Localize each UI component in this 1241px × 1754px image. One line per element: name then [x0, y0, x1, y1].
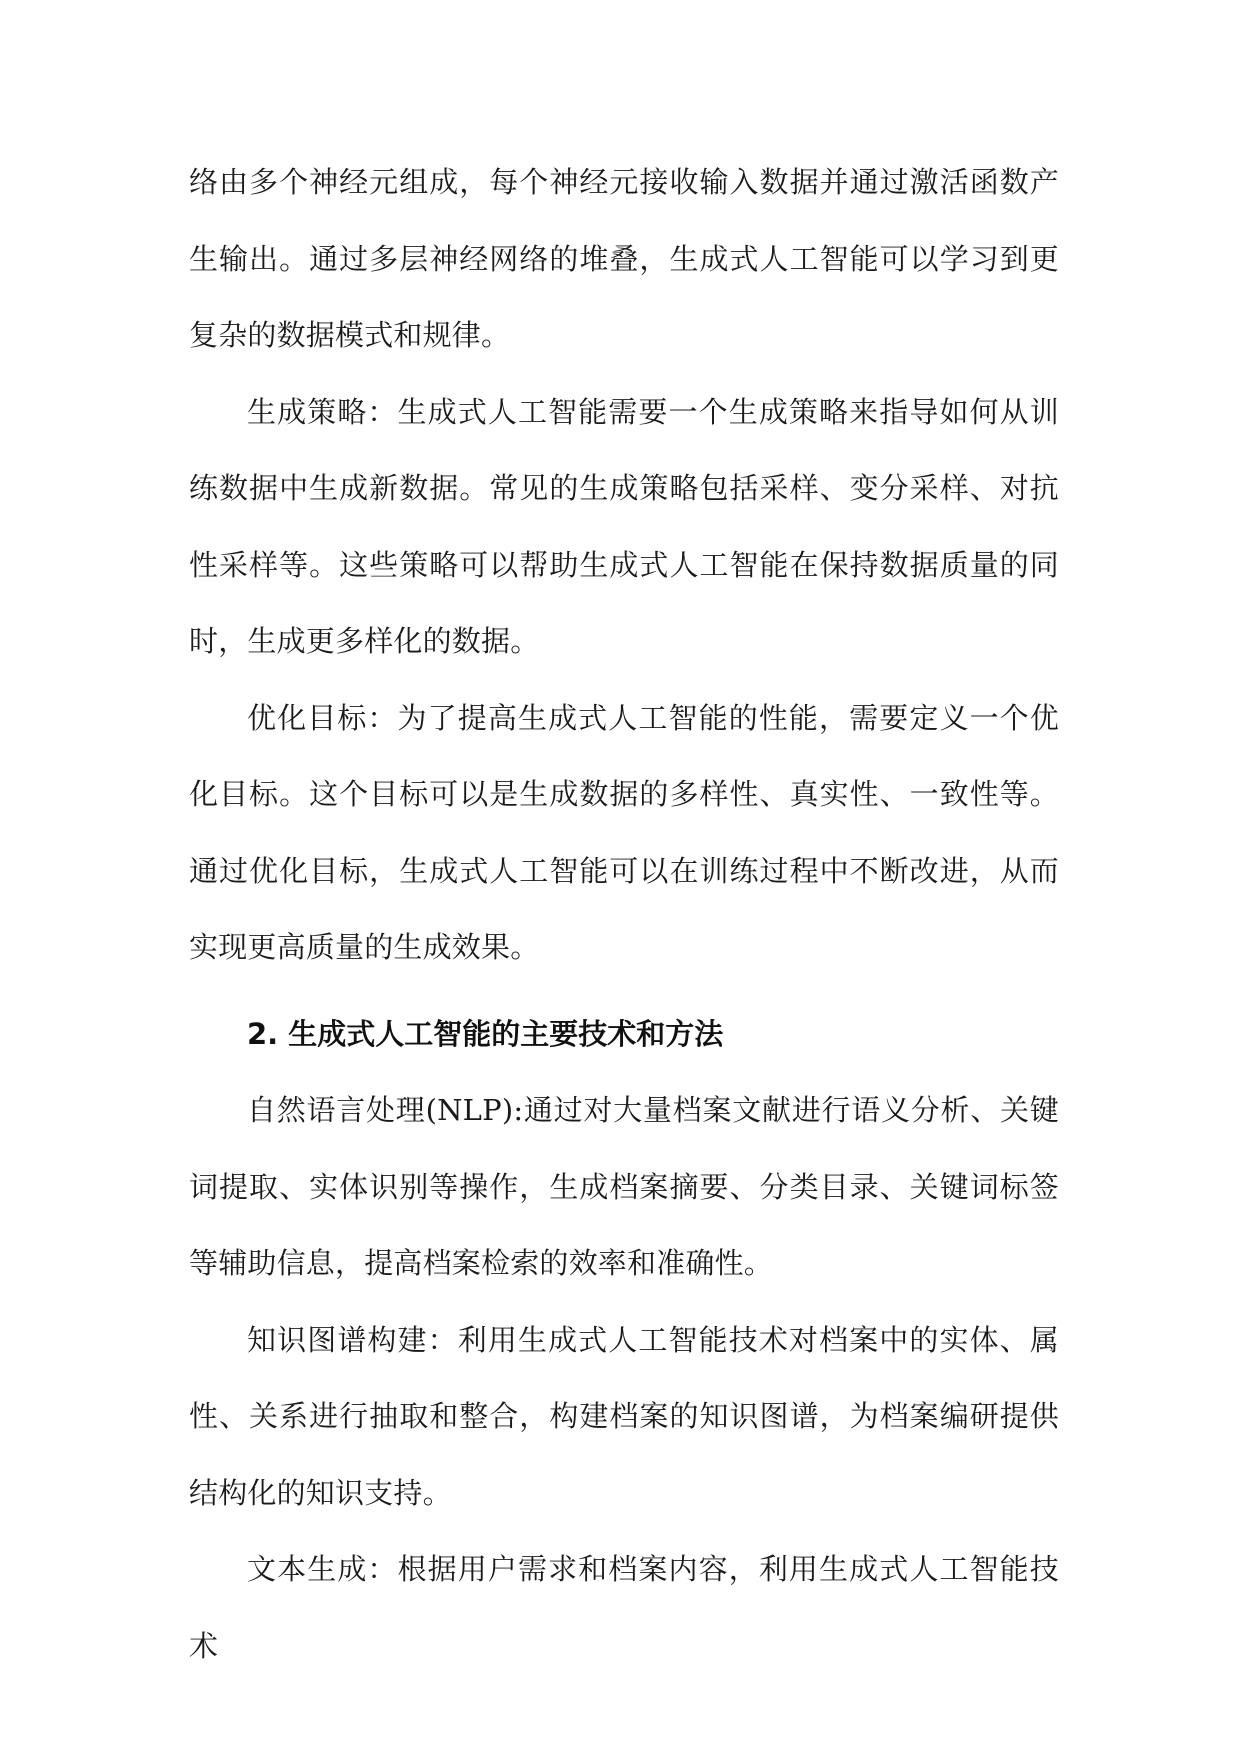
paragraph-neural-network-continuation: 络由多个神经元组成，每个神经元接收输入数据并通过激活函数产生输出。通过多层神经网络的堆叠，生成式人工智能可以学习到更复杂的数据模式和规律。	[189, 165, 1059, 352]
paragraph-optimization-objective: 优化目标：为了提高生成式人工智能的性能，需要定义一个优化目标。这个目标可以是生成数据的多样性、真实性、一致性等。通过优化目标，生成式人工智能可以在训练过程中不断改进，从而实现更高质量的生成效果。	[189, 700, 1059, 964]
document-body	[189, 144, 1059, 1684]
paragraph-text-generation: 文本生成：根据用户需求和档案内容，利用生成式人工智能技术	[189, 1552, 1059, 1663]
section-heading: 2. 生成式人工智能的主要技术和方法	[247, 1016, 724, 1051]
paragraph-generation-strategy: 生成策略：生成式人工智能需要一个生成策略来指导如何从训练数据中生成新数据。常见的生成策略包括采样、变分采样、对抗性采样等。这些策略可以帮助生成式人工智能在保持数据质量的同时，生成更多样化的数据。	[189, 394, 1059, 658]
paragraph-nlp: 自然语言处理(NLP):通过对大量档案文献进行语义分析、关键词提取、实体识别等操作，生成档案摘要、分类目录、关键词标签等辅助信息，提高档案检索的效率和准确性。	[189, 1093, 1059, 1280]
paragraph-knowledge-graph: 知识图谱构建：利用生成式人工智能技术对档案中的实体、属性、关系进行抽取和整合，构建档案的知识图谱，为档案编研提供结构化的知识支持。	[189, 1322, 1059, 1510]
